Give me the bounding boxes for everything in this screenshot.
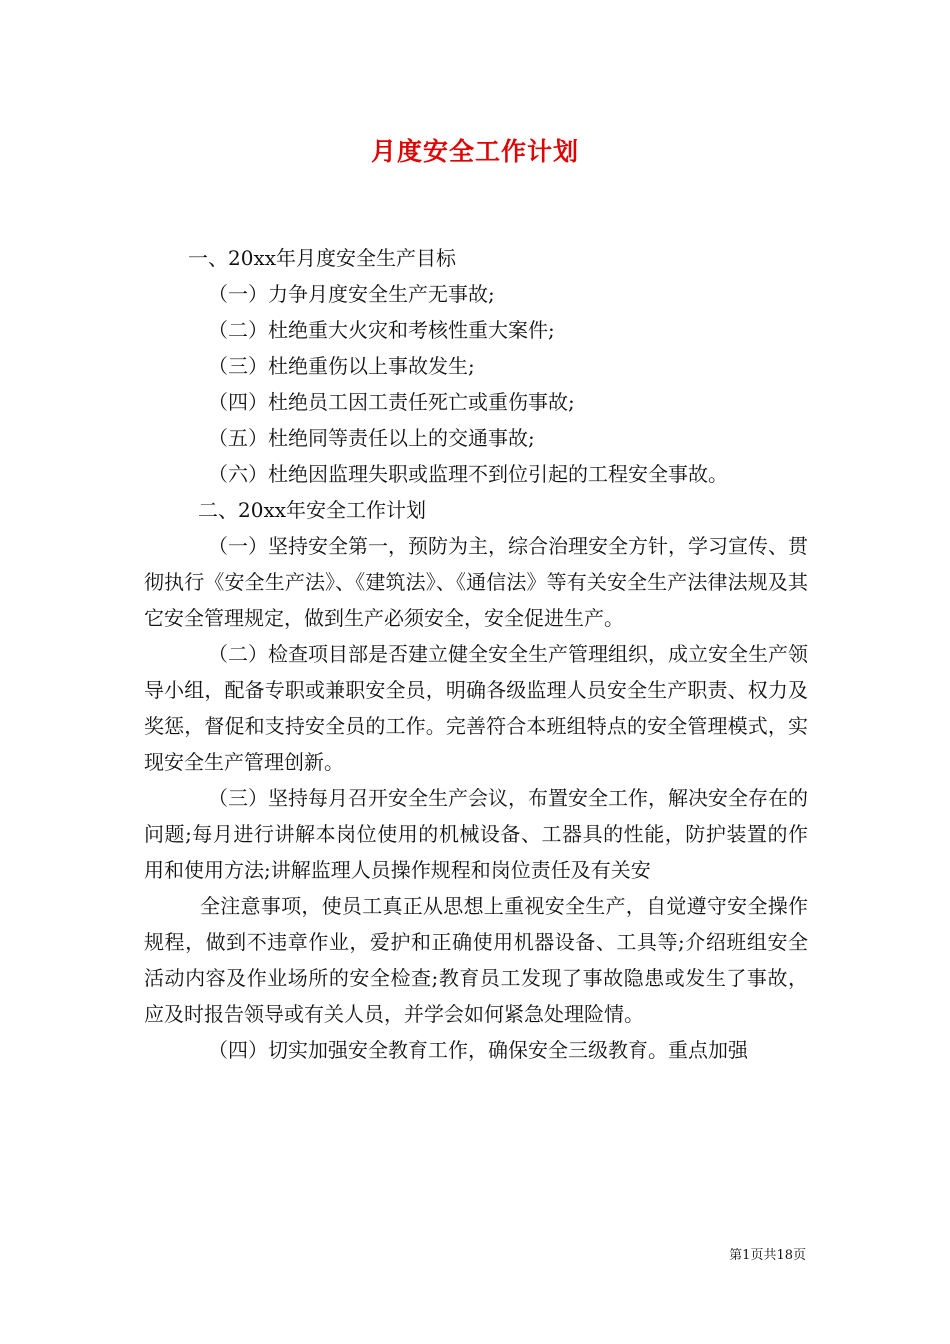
section-heading-1: 一、20xx年月度安全生产目标: [188, 246, 457, 270]
page-number: 第1页共18页: [729, 1248, 806, 1263]
goal-item-6: （六）杜绝因监理失职或监理不到位引起的工程安全事故。: [208, 462, 728, 486]
document-body: [144, 240, 808, 1068]
plan-paragraph-3: （三）坚持每月召开安全生产会议，布置安全工作，解决安全存在的问题;每月进行讲解本岗位使用的机械设备、工器具的性能，防护装置的作用和使用方法;讲解监理人员操作规程和岗位责任及有关安: [144, 786, 808, 882]
section-heading-2: 二、20xx年安全工作计划: [198, 498, 427, 522]
goal-item-2: （二）杜绝重大火灾和考核性重大案件;: [208, 318, 555, 342]
goal-item-4: （四）杜绝员工因工责任死亡或重伤事故;: [208, 390, 575, 414]
goal-item-1: （一）力争月度安全生产无事故;: [208, 282, 495, 306]
plan-paragraph-2: （二）检查项目部是否建立健全安全生产管理组织，成立安全生产领导小组，配备专职或兼职安全员，明确各级监理人员安全生产职责、权力及奖惩，督促和支持安全员的工作。完善符合本班组特点的安全管理模式，实现安全生产管理创新。: [144, 642, 808, 774]
goal-item-5: （五）杜绝同等责任以上的交通事故;: [208, 426, 535, 450]
plan-paragraph-4: （四）切实加强安全教育工作，确保安全三级教育。重点加强: [208, 1038, 748, 1062]
plan-paragraph-3-continued: 全注意事项，使员工真正从思想上重视安全生产，自觉遵守安全操作规程，做到不违章作业，爱护和正确使用机器设备、工具等;介绍班组安全活动内容及作业场所的安全检查;教育员工发现了事故隐患或发生了事故，应及时报告领导或有关人员，并学会如何紧急处理险情。: [144, 894, 808, 1026]
plan-paragraph-1: （一）坚持安全第一，预防为主，综合治理安全方针，学习宣传、贯彻执行《安全生产法》、《建筑法》、《通信法》等有关安全生产法律法规及其它安全管理规定，做到生产必须安全，安全促进生产。: [144, 534, 808, 630]
document-title: 月度安全工作计划: [370, 137, 579, 166]
goal-item-3: （三）杜绝重伤以上事故发生;: [208, 354, 475, 378]
